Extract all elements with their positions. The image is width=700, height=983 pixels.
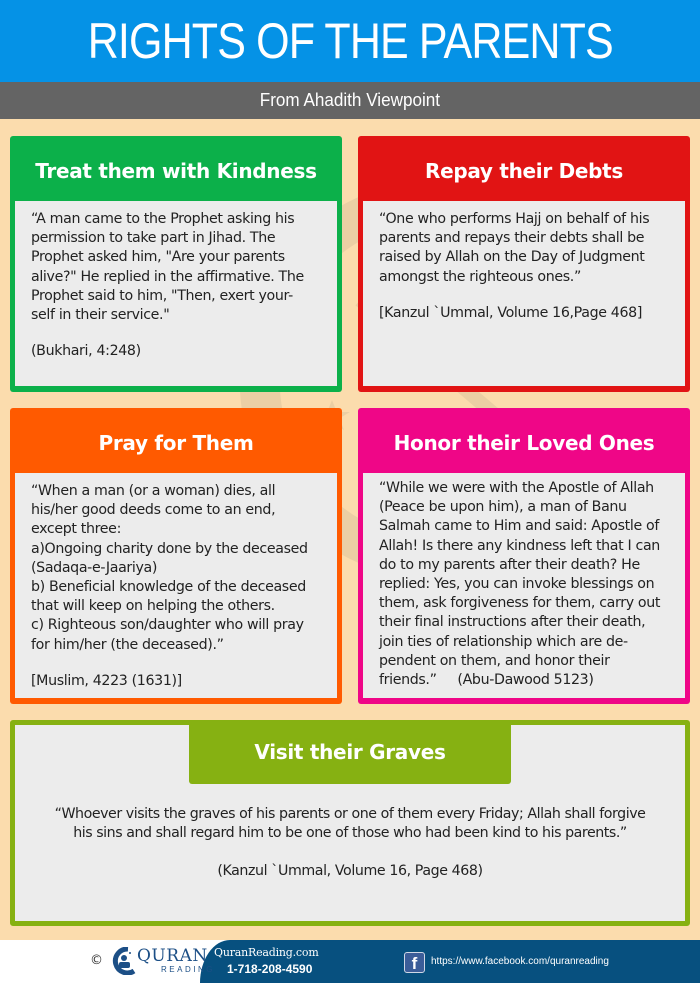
- quote-line: “Whoever visits the graves of his parents or one of them every Friday; Allah shall forgive: [54, 806, 646, 822]
- quote-line: that will keep on helping the others.: [31, 598, 275, 615]
- quote-line: a)Ongoing charity done by the deceased: [31, 540, 308, 557]
- copyright-symbol: ©: [90, 953, 103, 968]
- quote-line: join ties of relationship which are de-: [379, 633, 628, 650]
- phone-number: 1-718-208-4590: [227, 962, 313, 976]
- quote-line: Prophet asked him, "Are your parents: [31, 249, 285, 266]
- card-repay-debts: [358, 136, 690, 392]
- title-bar: [0, 0, 700, 82]
- quote-line: their final instructions after their death,: [379, 614, 646, 631]
- quote-line: do to my parents after their death? He: [379, 556, 640, 573]
- card-honor-loved-ones: [358, 408, 690, 704]
- card-body: [15, 805, 685, 843]
- card-body: [15, 201, 337, 386]
- quote-line: Allah! Is there any kindness left that I can: [379, 537, 660, 554]
- card-title: Repay their Debts: [424, 159, 624, 183]
- quote-line: b) Beneficial knowledge of the deceased: [31, 579, 306, 596]
- facebook-link[interactable]: https://www.facebook.com/quranreading: [431, 956, 609, 967]
- quote-line: “A man came to the Prophet asking his: [31, 211, 295, 227]
- quote-line: his sins and shall regard him to be one of those who had been kind to his parents.”: [73, 825, 627, 841]
- logo-text: QURAN: [137, 946, 208, 966]
- quote-line: raised by Allah on the Day of Judgment: [379, 249, 645, 266]
- quote-line: “While we were with the Apostle of Allah: [379, 480, 654, 496]
- quote-line: Salmah came to Him and said: Apostle of: [379, 518, 659, 535]
- quote-line: alive?" He replied in the affirmative. The: [31, 268, 304, 285]
- card-pray-for-them: [10, 408, 342, 704]
- quote-line: (Sadaqa-e-Jaariya): [31, 559, 158, 576]
- card-title: Treat them with Kindness: [35, 159, 317, 183]
- card-body: [363, 201, 685, 386]
- website-link[interactable]: QuranReading.com: [214, 946, 319, 959]
- facebook-icon[interactable]: f: [404, 952, 425, 973]
- card-title: Visit their Graves: [189, 720, 511, 784]
- quote-line: for him/her (the deceased).”: [31, 636, 224, 653]
- quote-line: “When a man (or a woman) dies, all: [31, 483, 276, 499]
- card-title: Honor their Loved Ones: [393, 431, 655, 455]
- quote-line: friends.” (Abu-Dawood 5123): [379, 672, 594, 689]
- quote-line: amongst the righteous ones.”: [379, 268, 581, 285]
- page-title: RIGHTS OF THE PARENTS: [87, 13, 613, 69]
- page-subtitle: From Ahadith Viewpoint: [259, 90, 441, 110]
- quran-reading-logo-icon: [110, 947, 136, 975]
- subtitle-bar: [0, 82, 700, 119]
- quote-line: “One who performs Hajj on behalf of his: [379, 211, 650, 227]
- quote-line: his/her good deeds come to an end,: [31, 502, 276, 519]
- quote-line: (Peace be upon him), a man of Banu: [379, 499, 627, 516]
- card-body: [15, 473, 337, 698]
- hadith-source: (Bukhari, 4:248): [31, 343, 141, 360]
- quote-line: pendent on them, and honor their: [379, 652, 610, 669]
- card-title: Pray for Them: [98, 431, 254, 455]
- quote-line: parents and repays their debts shall be: [379, 230, 645, 247]
- card-treat-with-kindness: [10, 136, 342, 392]
- quote-line: Prophet said to him, "Then, exert your-: [31, 287, 293, 304]
- quote-line: replied: Yes, you can invoke blessings on: [379, 576, 655, 593]
- quote-line: c) Righteous son/daughter who will pray: [31, 617, 304, 634]
- hadith-source: [Kanzul `Ummal, Volume 16,Page 468]: [379, 304, 642, 321]
- card-visit-graves: [10, 720, 690, 926]
- quote-line: except three:: [31, 521, 121, 538]
- hadith-source: (Kanzul `Ummal, Volume 16, Page 468): [217, 863, 483, 879]
- quote-line: them, ask forgiveness for them, carry out: [379, 595, 661, 612]
- card-body: [363, 473, 685, 698]
- hadith-source: [Muslim, 4223 (1631)]: [31, 672, 182, 689]
- logo-subtext: READING: [161, 965, 215, 974]
- footer: [0, 940, 700, 983]
- quote-line: permission to take part in Jihad. The: [31, 230, 276, 247]
- quote-line: self in their service.": [31, 307, 170, 324]
